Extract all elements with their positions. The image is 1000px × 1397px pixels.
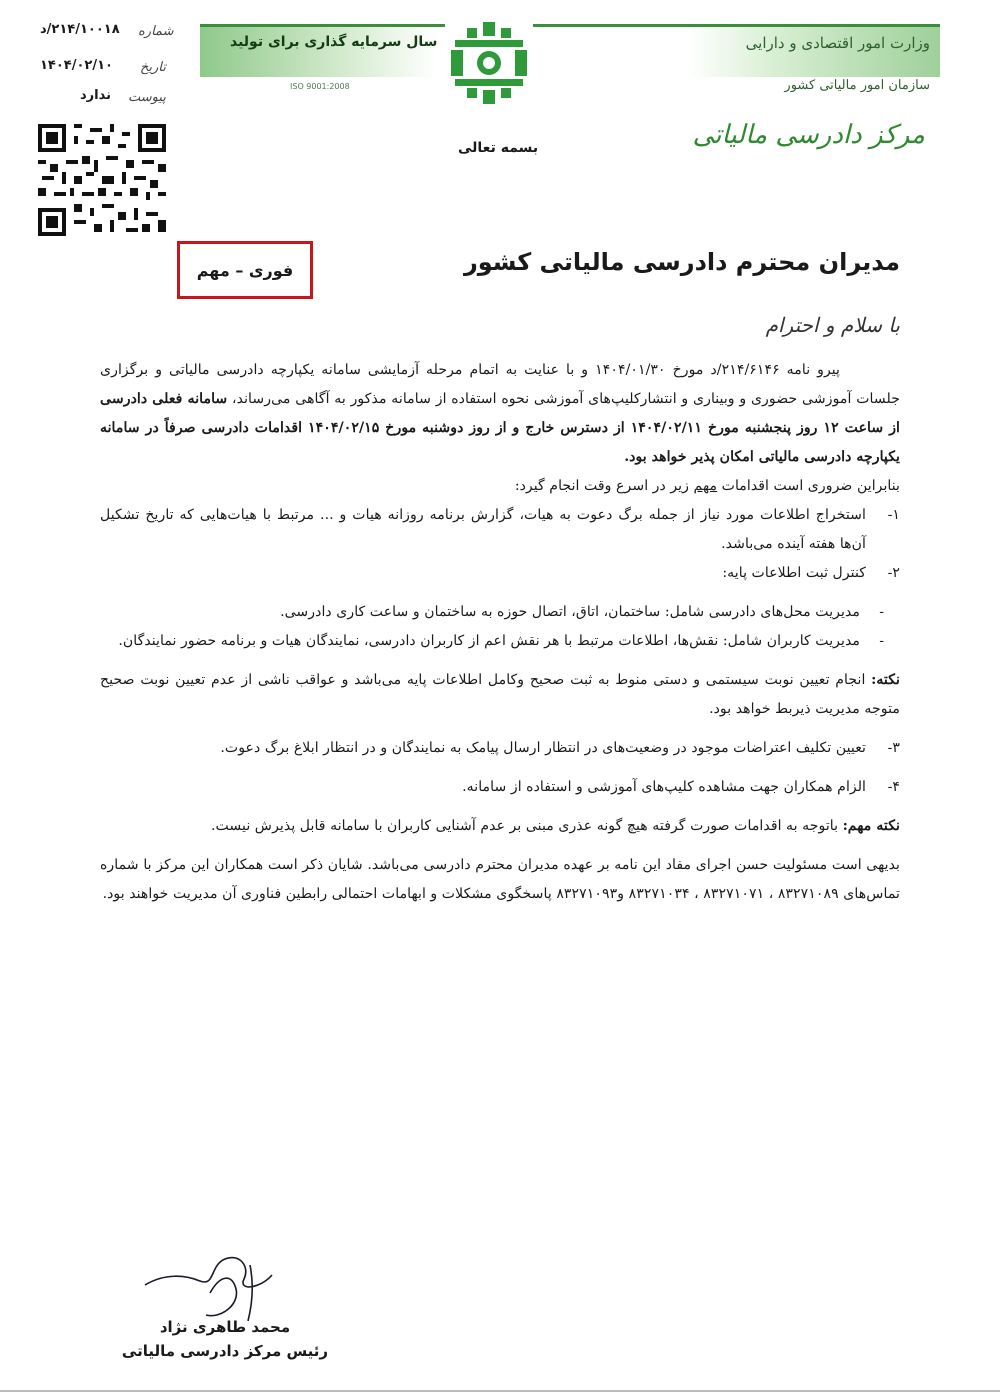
- bullet-item-1: [100, 598, 900, 627]
- list-item-2-text: کنترل ثبت اطلاعات پایه:: [722, 565, 866, 581]
- note-label: نکته:: [871, 672, 900, 688]
- signer-title: رئیس مرکز دادرسی مالیاتی: [121, 1342, 329, 1360]
- letter-attachment-label: پیوست: [128, 90, 166, 105]
- intro-bold-text: سامانه فعلی دادرسی از ساعت ۱۲ روز پنجشنبه مورخ ۱۴۰۴/۰۲/۱۱ از دسترس خارج و از روز دوشنبه مورخ ۱۴۰۴/۰۲/۱۵ اقدامات دادرسی صرفاً در سامانه یکپارچه دادرسی مالیاتی امکان پذیر خواهد بود.: [100, 391, 900, 465]
- letter-date: [40, 58, 113, 73]
- list-item-1-number: ۱-: [887, 507, 900, 523]
- lead-underlined: مهم: [693, 478, 718, 494]
- closing-paragraph: بدیهی است مسئولیت حسن اجرای مفاد این نامه بر عهده مدیران محترم دادرسی می‌باشد. شایان ذکر است همکاران این مرکز با شماره تماس‌های ۸۳۲۷۱۰۸۹ ، ۸۳۲۷۱۰۷۱ ، ۸۳۲۷۱۰۳۴ و۸۳۲۷۱۰۹۳ پاسخگوی مشکلات و ابهامات احتمالی رابطین فناوری آن مدیریت خواهند بود.: [100, 857, 900, 902]
- bullet-mark: -: [879, 604, 884, 620]
- list-item-1-text: استخراج اطلاعات مورد نیاز از جمله برگ دعوت به هیات، گزارش برنامه روزانه هیات و ... مرتبط با هیات‌هایی که تاریخ تشکیل آن‌ها هفته آینده می‌باشد.: [100, 507, 866, 552]
- list-item-2: [100, 559, 900, 588]
- important-note-label: نکته مهم:: [842, 818, 900, 834]
- tax-organization-emblem-icon: [445, 18, 533, 108]
- list-item-3-number: ۳-: [887, 740, 900, 756]
- important-note-text: باتوجه به اقدامات صورت گرفته هیچ گونه عذری مبنی بر عدم آشنایی کاربران با سامانه قابل پذیرش نیست.: [210, 818, 843, 834]
- organization-name: سازمان امور مالیاتی کشور: [784, 78, 930, 93]
- bullet-item-1-text: مدیریت محل‌های دادرسی شامل: ساختمان، اتاق، اتصال حوزه به ساختمان و ساعت کاری دادرسی.: [280, 604, 860, 620]
- signer-name: محمد طاهری نژاد: [159, 1318, 291, 1336]
- center-logo-text: مرکز دادرسی مالیاتی: [692, 120, 925, 150]
- list-item-4: [100, 773, 900, 802]
- ministry-name: وزارت امور اقتصادی و دارایی: [745, 34, 930, 52]
- letter-date-label: تاریخ: [140, 60, 166, 75]
- signature-icon: [140, 1245, 290, 1325]
- greeting: با سلام و احترام: [765, 313, 900, 337]
- iso-label: ISO 9001:2008: [290, 82, 350, 91]
- recipient-heading: مدیران محترم دادرسی مالیاتی کشور: [463, 248, 900, 276]
- intro-paragraph: [100, 356, 900, 472]
- basmala: بسمه تعالی: [458, 140, 539, 156]
- list-item-3-text: تعیین تکلیف اعتراضات موجود در وضعیت‌های در انتظار ارسال پیامک به نمایندگان و در انتظار ابلاغ برگ دعوت.: [220, 740, 866, 756]
- list-item-3: [100, 734, 900, 763]
- letter-attachment: [80, 88, 111, 103]
- list-item-4-text: الزام همکاران جهت مشاهده کلیپ‌های آموزشی و استفاده از سامانه.: [462, 779, 866, 795]
- bullet-item-2-text: مدیریت کاربران شامل: نقش‌ها، اطلاعات مرتبط با هر نقش اعم از کاربران دادرسی، نمایندگان هیات و برنامه حضور نمایندگان.: [118, 633, 860, 649]
- list-item-4-number: ۴-: [887, 779, 900, 795]
- note-paragraph: [100, 666, 900, 724]
- important-note-paragraph: [100, 812, 900, 841]
- letter-number-label: شماره: [138, 24, 174, 39]
- urgent-label: فوری – مهم: [196, 260, 294, 280]
- list-item-1: [100, 501, 900, 559]
- letter-attachment-value: ندارد: [80, 88, 112, 103]
- intro-text: پیرو نامه ۲۱۴/۶۱۴۶/د مورخ ۱۴۰۴/۰۱/۳۰ و با عنایت به اتمام مرحله آزمایشی سامانه یکپارچه دادرسی مالیاتی و برگزاری جلسات آموزشی حضوری و وبیناری و انتشارکلیپ‌های آموزشی نحوه استفاده از سامانه مذکور به آگاهی می‌رساند،: [100, 362, 901, 407]
- bullet-item-2: [100, 627, 900, 656]
- letter-date-value: ۱۴۰۴/۰۲/۱۰: [40, 58, 113, 73]
- lead-line: بنابراین ضروری است اقدامات مهم زیر در اسرع وقت انجام گیرد:: [514, 478, 900, 494]
- page-bottom-border: [0, 1390, 1000, 1392]
- letter-body: [100, 356, 900, 909]
- signer-block: [120, 1318, 330, 1360]
- year-slogan: سال سرمایه گذاری برای تولید: [230, 34, 438, 50]
- bullet-mark: -: [879, 633, 884, 649]
- note-text: انجام تعیین نوبت سیستمی و دستی منوط به ثبت صحیح وکامل اطلاعات پایه می‌باشد و عواقب ناشی از عدم تعیین نوبت صحیح متوجه مدیریت ذیربط خواهد بود.: [100, 672, 900, 717]
- list-item-2-number: ۲-: [887, 565, 900, 581]
- letter-number-value: ۲۱۴/۱۰۰۱۸/د: [40, 22, 120, 37]
- letter-number: [40, 22, 120, 37]
- qr-code-icon: [38, 124, 166, 236]
- urgent-label-box: [177, 241, 313, 299]
